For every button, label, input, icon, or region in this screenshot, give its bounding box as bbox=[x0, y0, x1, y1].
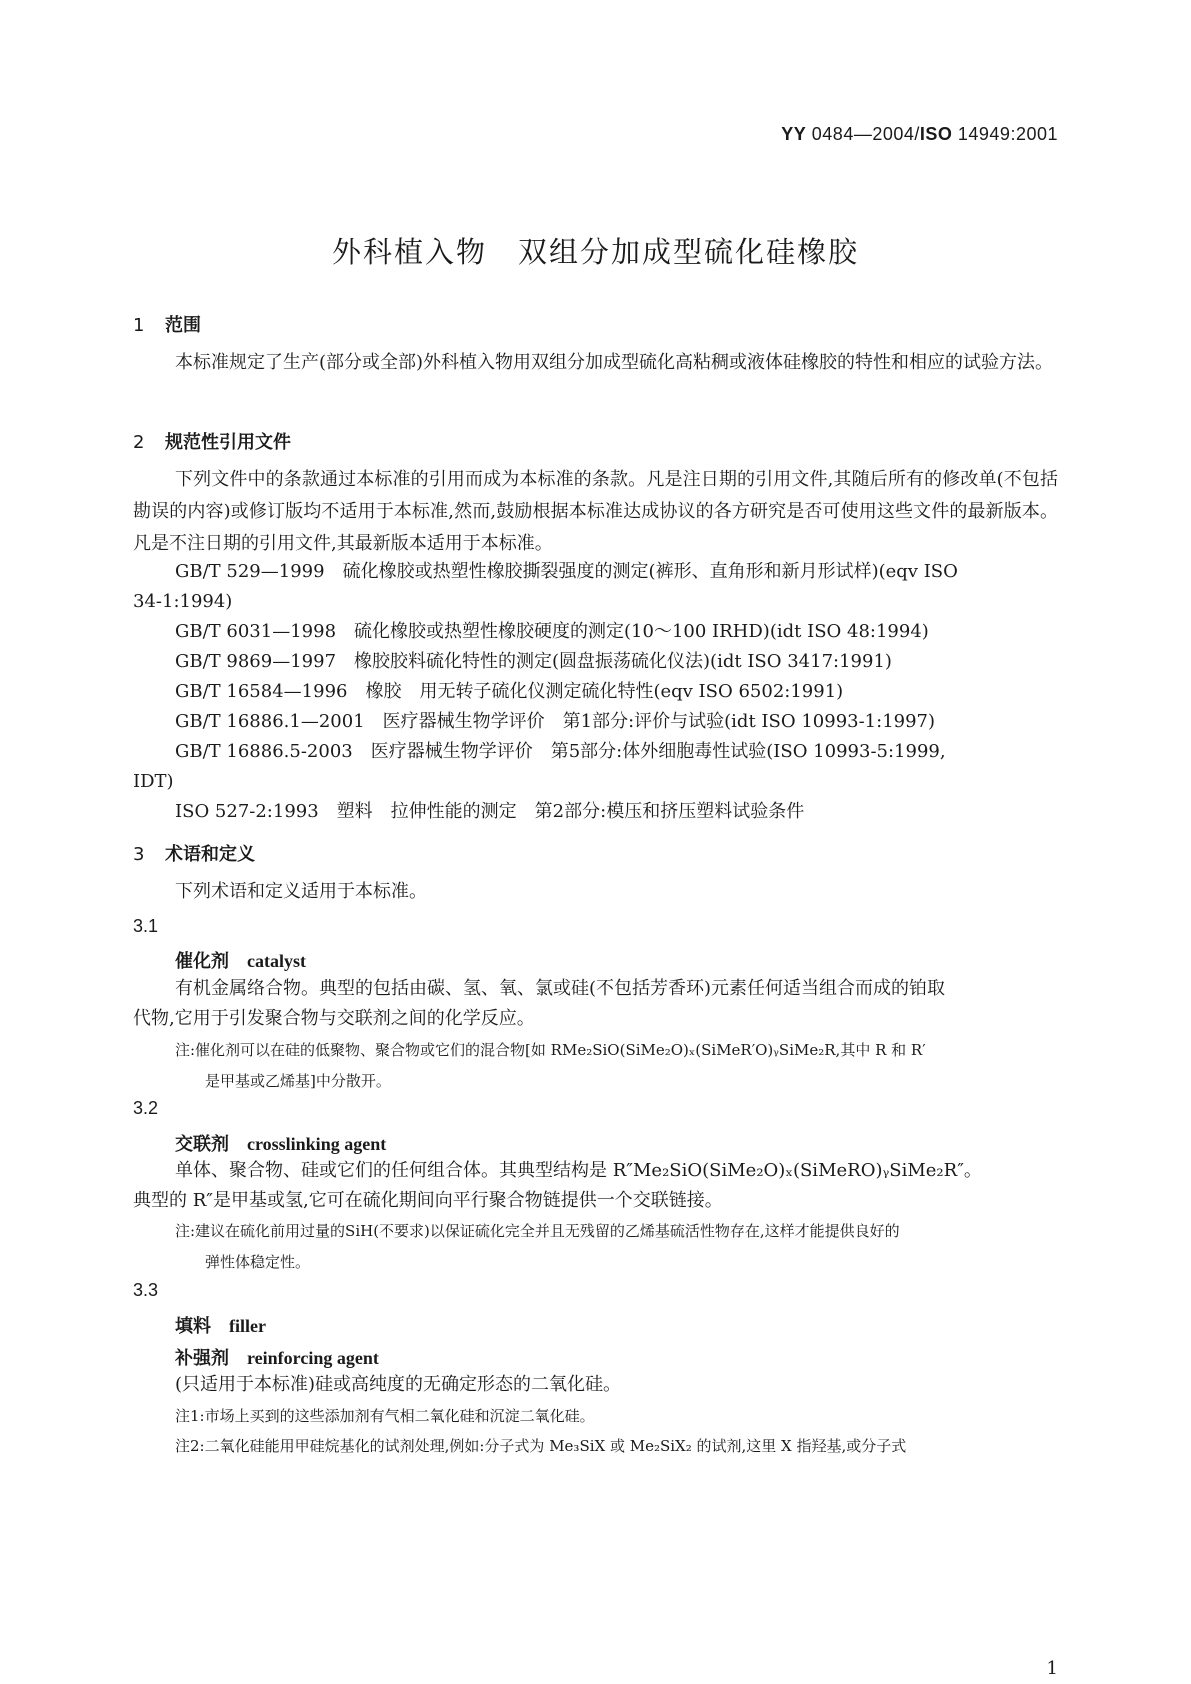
ref-item: GB/T 529—1999 硫化橡胶或热塑性橡胶撕裂强度的测定(裤形、直角形和新月形试样)(eqv ISO bbox=[175, 561, 958, 582]
ref-item: GB/T 9869—1997 橡胶胶料硫化特性的测定(圆盘振荡硫化仪法)(idt ISO 3417:1991) bbox=[175, 651, 892, 672]
ref-item: GB/T 16886.5-2003 医疗器械生物学评价 第5部分:体外细胞毒性试验(ISO 10993-5:1999, bbox=[175, 741, 946, 762]
standard-code: YY 0484—2004/ISO 14949:2001 bbox=[781, 124, 1058, 144]
note-line: 注2:二氧化硅能用甲硅烷基化的试剂处理,例如:分子式为 Me₃SiX 或 Me₂SiX₂ 的试剂,这里 X 指羟基,或分子式 bbox=[175, 1437, 907, 1455]
section-3-intro: 下列术语和定义适用于本标准。 bbox=[175, 881, 427, 902]
ref-item-cont: IDT) bbox=[133, 771, 174, 792]
term-crosslinking-agent: 交联剂 crosslinking agent bbox=[175, 1134, 387, 1155]
ref-item-cont: 34-1:1994) bbox=[133, 591, 233, 612]
ref-item: ISO 527-2:1993 塑料 拉伸性能的测定 第2部分:模压和挤压塑料试验条件 bbox=[175, 801, 805, 822]
document-title: 外科植入物 双组分加成型硫化硅橡胶 bbox=[331, 235, 859, 269]
clause-3-2-number: 3.2 bbox=[133, 1098, 159, 1118]
ref-item: GB/T 16584—1996 橡胶 用无转子硫化仪测定硫化特性(eqv ISO 6502:1991) bbox=[175, 681, 844, 702]
section-1-heading: 1 范围 bbox=[133, 315, 201, 336]
definition-line: 典型的 R″是甲基或氢,它可在硫化期间向平行聚合物链提供一个交联链接。 bbox=[133, 1190, 723, 1211]
page-number: 1 bbox=[1046, 1658, 1058, 1679]
clause-3-1-number: 3.1 bbox=[133, 916, 159, 936]
note-line: 注:建议在硫化前用过量的SiH(不要求)以保证硫化完全并且无残留的乙烯基硫活性物存在,这样才能提供良好的 bbox=[175, 1222, 900, 1240]
note-line: 注:催化剂可以在硅的低聚物、聚合物或它们的混合物[如 RMe₂SiO(SiMe₂O)ₓ(SiMeR′O)ᵧSiMe₂R,其中 R 和 R′ bbox=[175, 1041, 926, 1059]
note-line: 注1:市场上买到的这些添加剂有气相二氧化硅和沉淀二氧化硅。 bbox=[175, 1407, 595, 1425]
definition-line: 代物,它用于引发聚合物与交联剂之间的化学反应。 bbox=[133, 1008, 535, 1029]
definition-line: 有机金属络合物。典型的包括由碳、氢、氧、氯或硅(不包括芳香环)元素任何适当组合而成的铂取 bbox=[175, 978, 946, 999]
clause-3-3-number: 3.3 bbox=[133, 1280, 159, 1300]
definition-line: 单体、聚合物、硅或它们的任何组合体。其典型结构是 R″Me₂SiO(SiMe₂O)ₓ(SiMeRO)ᵧSiMe₂R″。 bbox=[175, 1160, 982, 1181]
section-1-text: 本标准规定了生产(部分或全部)外科植入物用双组分加成型硫化高粘稠或液体硅橡胶的特性和相应的试验方法。 bbox=[175, 352, 1054, 373]
section-2-text: 下列文件中的条款通过本标准的引用而成为本标准的条款。凡是注日期的引用文件,其随后所有的修改单(不包括勘误的内容)或修订版均不适用于本标准,然而,鼓励根据本标准达成协议的各方研究是否可使用这些文件的最新版本。凡是不注日期的引用文件,其最新版本适用于本标准。 bbox=[133, 469, 1058, 554]
section-2-heading: 2 规范性引用文件 bbox=[133, 432, 291, 453]
ref-item: GB/T 16886.1—2001 医疗器械生物学评价 第1部分:评价与试验(idt ISO 10993-1:1997) bbox=[175, 711, 936, 732]
term-filler: 填料 filler bbox=[175, 1316, 266, 1337]
term-catalyst: 催化剂 catalyst bbox=[175, 951, 306, 972]
section-3-heading: 3 术语和定义 bbox=[133, 844, 255, 865]
definition-line: (只适用于本标准)硅或高纯度的无确定形态的二氧化硅。 bbox=[175, 1374, 622, 1395]
term-reinforcing-agent: 补强剂 reinforcing agent bbox=[175, 1348, 379, 1369]
ref-item: GB/T 6031—1998 硫化橡胶或热塑性橡胶硬度的测定(10～100 IRHD)(idt ISO 48:1994) bbox=[175, 621, 929, 642]
note-line: 是甲基或乙烯基]中分散开。 bbox=[205, 1072, 391, 1090]
note-line: 弹性体稳定性。 bbox=[205, 1253, 311, 1271]
